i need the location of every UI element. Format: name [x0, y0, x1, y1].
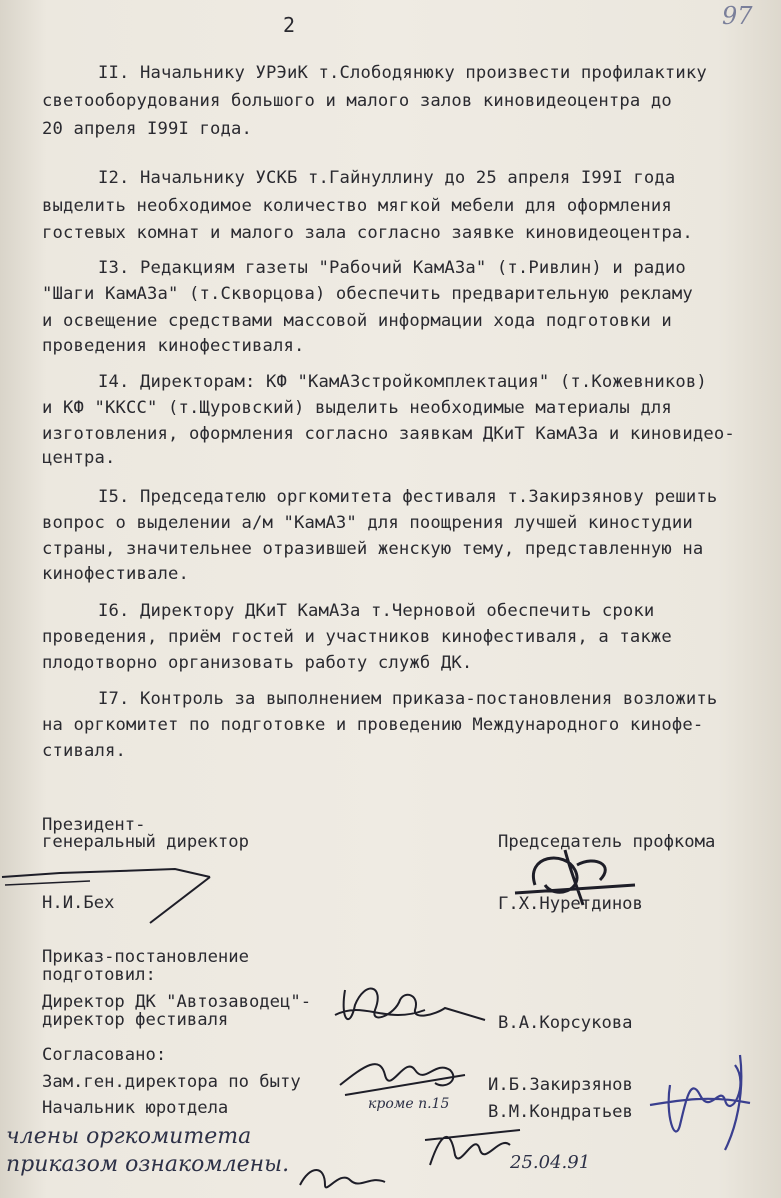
- deputy-signature: [335, 1045, 485, 1105]
- deputy-name: И.Б.Закирзянов: [488, 1075, 633, 1095]
- archive-page-number: 97: [722, 2, 753, 30]
- paragraph-13-line-4: проведения кинофестиваля.: [42, 336, 305, 356]
- paragraph-14-line-4: центра.: [42, 448, 116, 468]
- paragraph-17-line-2: на оргкомитет по подготовке и проведению Международного кинофе-: [42, 715, 704, 735]
- paragraph-16-line-3: плодотворно организовать работу служб ДК.: [42, 653, 473, 673]
- paragraph-15-line-3: страны, значительнее отразившей женскую тему, представленную на: [42, 539, 704, 559]
- acknowledgement-signature: [420, 1115, 530, 1175]
- dc-director-name: В.А.Корсукова: [498, 1013, 633, 1033]
- paragraph-11-line-2: светооборудования большого и малого залов киновидеоцентра до: [42, 91, 672, 111]
- dc-director-line-1: Директор ДК "Автозаводец"-: [42, 992, 312, 1012]
- paragraph-14-line-1: I4. Директорам: КФ "КамАЗстройкомплектация" (т.Кожевников): [98, 372, 707, 392]
- paragraph-17-line-1: I7. Контроль за выполнением приказа-постановления возложить: [98, 689, 718, 709]
- dc-director-signature: [325, 970, 495, 1040]
- paragraph-15-line-1: I5. Председателю оргкомитета фестиваля т.Закирзянову решить: [98, 487, 718, 507]
- chairman-name: Г.Х.Нуретдинов: [498, 894, 643, 914]
- paragraph-15-line-4: кинофестивале.: [42, 564, 189, 584]
- president-title-line-2: генеральный директор: [42, 832, 249, 852]
- chairman-signature: [505, 845, 655, 915]
- page-number: 2: [283, 13, 296, 37]
- paragraph-14-line-3: изготовления, оформления согласно заявкам ДКиТ КамАЗа и киновидео-: [42, 424, 735, 444]
- president-title-line-1: Президент-: [42, 815, 146, 835]
- agreed-label: Согласовано:: [42, 1045, 167, 1065]
- paragraph-13-line-1: I3. Редакциям газеты "Рабочий КамАЗа" (т.Ривлин) и радио: [98, 258, 686, 278]
- paragraph-12-line-1: I2. Начальнику УСКБ т.Гайнуллину до 25 апреля I99I года: [98, 168, 676, 188]
- paragraph-11-line-1: II. Начальнику УРЭиК т.Слободянюку произвести профилактику: [98, 63, 707, 83]
- paragraph-16-line-1: I6. Директору ДКиТ КамАЗа т.Черновой обеспечить сроки: [98, 601, 655, 621]
- paragraph-17-line-3: стиваля.: [42, 741, 126, 761]
- prepared-line-2: подготовил:: [42, 965, 156, 985]
- handwritten-note-line-2: приказом ознакомлены.: [6, 1152, 290, 1177]
- paragraph-12-line-2: выделить необходимое количество мягкой мебели для оформления: [42, 196, 672, 216]
- handwritten-remark: кроме п.15: [368, 1096, 450, 1112]
- paragraph-11-line-3: 20 апреля I99I года.: [42, 119, 252, 139]
- handwritten-date: 25.04.91: [510, 1152, 591, 1173]
- president-name: Н.И.Бех: [42, 893, 115, 913]
- dc-director-line-2: директор фестиваля: [42, 1010, 229, 1030]
- paragraph-13-line-2: "Шаги КамАЗа" (т.Скворцова) обеспечить предварительную рекламу: [42, 284, 693, 304]
- legal-title: Начальник юротдела: [42, 1098, 229, 1118]
- chairman-title: Председатель профкома: [498, 832, 716, 852]
- paragraph-13-line-3: и освещение средствами массовой информации хода подготовки и: [42, 311, 672, 331]
- paragraph-15-line-2: вопрос о выделении а/м "КамАЗ" для поощрения лучшей киностудии: [42, 513, 693, 533]
- paragraph-12-line-3: гостевых комнат и малого зала согласно заявке киновидеоцентра.: [42, 223, 693, 243]
- prepared-line-1: Приказ-постановление: [42, 947, 249, 967]
- president-signature: [0, 855, 230, 925]
- legal-signature: [640, 1045, 770, 1155]
- paragraph-14-line-2: и КФ "ККСС" (т.Щуровский) выделить необходимые материалы для: [42, 398, 672, 418]
- bottom-signature: [290, 1160, 400, 1198]
- legal-name: В.М.Кондратьев: [488, 1102, 633, 1122]
- handwritten-note-line-1: члены оргкомитета: [6, 1124, 252, 1149]
- paragraph-16-line-2: проведения, приём гостей и участников кинофестиваля, а также: [42, 627, 672, 647]
- deputy-title: Зам.ген.директора по быту: [42, 1072, 301, 1092]
